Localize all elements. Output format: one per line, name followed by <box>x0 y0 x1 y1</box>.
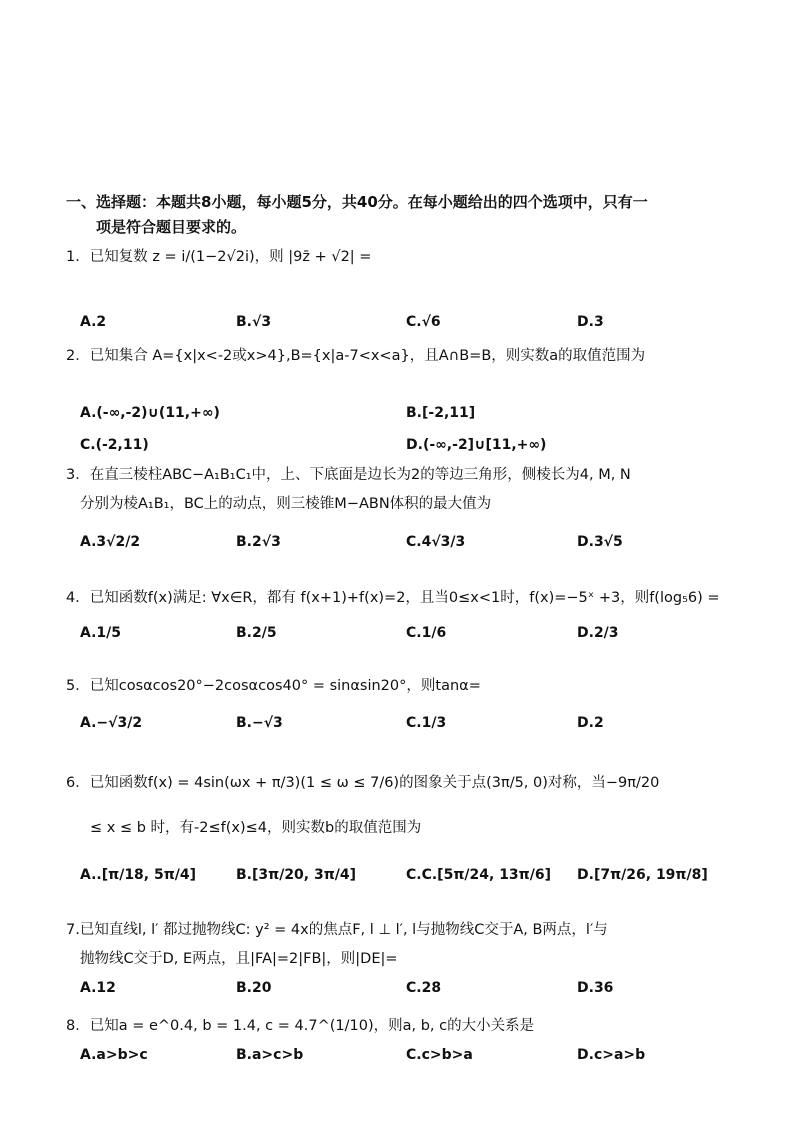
question-6-line1: 6．已知函数f(x) = 4sin(ωx + π/3)(1 ≤ ω ≤ 7/6)的图象关于点(3π/5, 0)对称，当−9π/20 <box>66 775 660 791</box>
q4-option-d: D.2/3 <box>577 625 619 641</box>
q3-option-d: D.3√5 <box>577 534 623 550</box>
q8-option-c: C.c>b>a <box>406 1047 473 1063</box>
q8-option-a: A.a>b>c <box>80 1047 148 1063</box>
q3-option-b: B.2√3 <box>236 534 281 550</box>
q1-option-c: C.√6 <box>406 314 441 330</box>
q1-option-b: B.√3 <box>236 314 272 330</box>
question-7-line2: 抛物线C交于D, E两点，且|FA|=2|FB|，则|DE|= <box>80 951 398 967</box>
q2-option-d: D.(-∞,-2]∪[11,+∞) <box>406 437 547 453</box>
q2-option-c: C.(-2,11) <box>80 437 149 453</box>
q7-option-d: D.36 <box>577 980 614 996</box>
q6-option-c: C.C.[5π/24, 13π/6] <box>406 867 551 883</box>
q7-option-a: A.12 <box>80 980 116 996</box>
q4-option-a: A.1/5 <box>80 625 122 641</box>
q1-option-a: A.2 <box>80 314 107 330</box>
q5-option-a: A.−√3/2 <box>80 715 143 731</box>
q2-option-b: B.[-2,11] <box>406 405 476 421</box>
q6-option-d: D.[7π/26, 19π/8] <box>577 867 708 883</box>
q7-option-c: C.28 <box>406 980 442 996</box>
question-8: 8．已知a = e^0.4, b = 1.4, c = 4.7^(1/10)，则a, b, c的大小关系是 <box>66 1018 535 1034</box>
q5-option-d: D.2 <box>577 715 604 731</box>
q3-option-c: C.4√3/3 <box>406 534 466 550</box>
question-5: 5．已知cosαcos20°−2cosαcos40° = sinαsin20°，则tanα= <box>66 678 481 694</box>
q6-option-a: A..[π/18, 5π/4] <box>80 867 197 883</box>
q8-option-b: B.a>c>b <box>236 1047 304 1063</box>
q1-option-d: D.3 <box>577 314 604 330</box>
question-3-line2: 分别为棱A₁B₁，BC上的动点，则三棱锥M−ABN体积的最大值为 <box>80 496 492 512</box>
question-6-line2: ≤ x ≤ b 时，有-2≤f(x)≤4，则实数b的取值范围为 <box>90 820 422 836</box>
question-2: 2．已知集合 A={x|x<-2或x>4},B={x|a-7<x<a}，且A∩B=B，则实数a的取值范围为 <box>66 348 646 364</box>
question-7-line1: 7.已知直线l, l′ 都过抛物线C: y² = 4x的焦点F, l ⊥ l′, l与抛物线C交于A, B两点，l′与 <box>66 922 608 938</box>
q2-option-a: A.(-∞,-2)∪(11,+∞) <box>80 405 220 421</box>
q5-option-b: B.−√3 <box>236 715 283 731</box>
question-4: 4．已知函数f(x)满足: ∀x∈R，都有 f(x+1)+f(x)=2，且当0≤x<1时，f(x)=−5ˣ +3，则f(log₅6) = <box>66 590 720 606</box>
section-title-line1: 一、选择题：本题共8小题，每小题5分，共40分。在每小题给出的四个选项中，只有一 <box>66 193 648 211</box>
q4-option-c: C.1/6 <box>406 625 447 641</box>
q5-option-c: C.1/3 <box>406 715 447 731</box>
q7-option-b: B.20 <box>236 980 272 996</box>
q4-option-b: B.2/5 <box>236 625 277 641</box>
section-title-line2: 项是符合题目要求的。 <box>96 218 247 236</box>
q6-option-b: B.[3π/20, 3π/4] <box>236 867 357 883</box>
question-3-line1: 3．在直三棱柱ABC−A₁B₁C₁中，上、下底面是边长为2的等边三角形，侧棱长为4, M, N <box>66 467 631 483</box>
q8-option-d: D.c>a>b <box>577 1047 646 1063</box>
question-1: 1．已知复数 z = i/(1−2√2i)，则 |9z̄ + √2| = <box>66 249 372 265</box>
q3-option-a: A.3√2/2 <box>80 534 141 550</box>
